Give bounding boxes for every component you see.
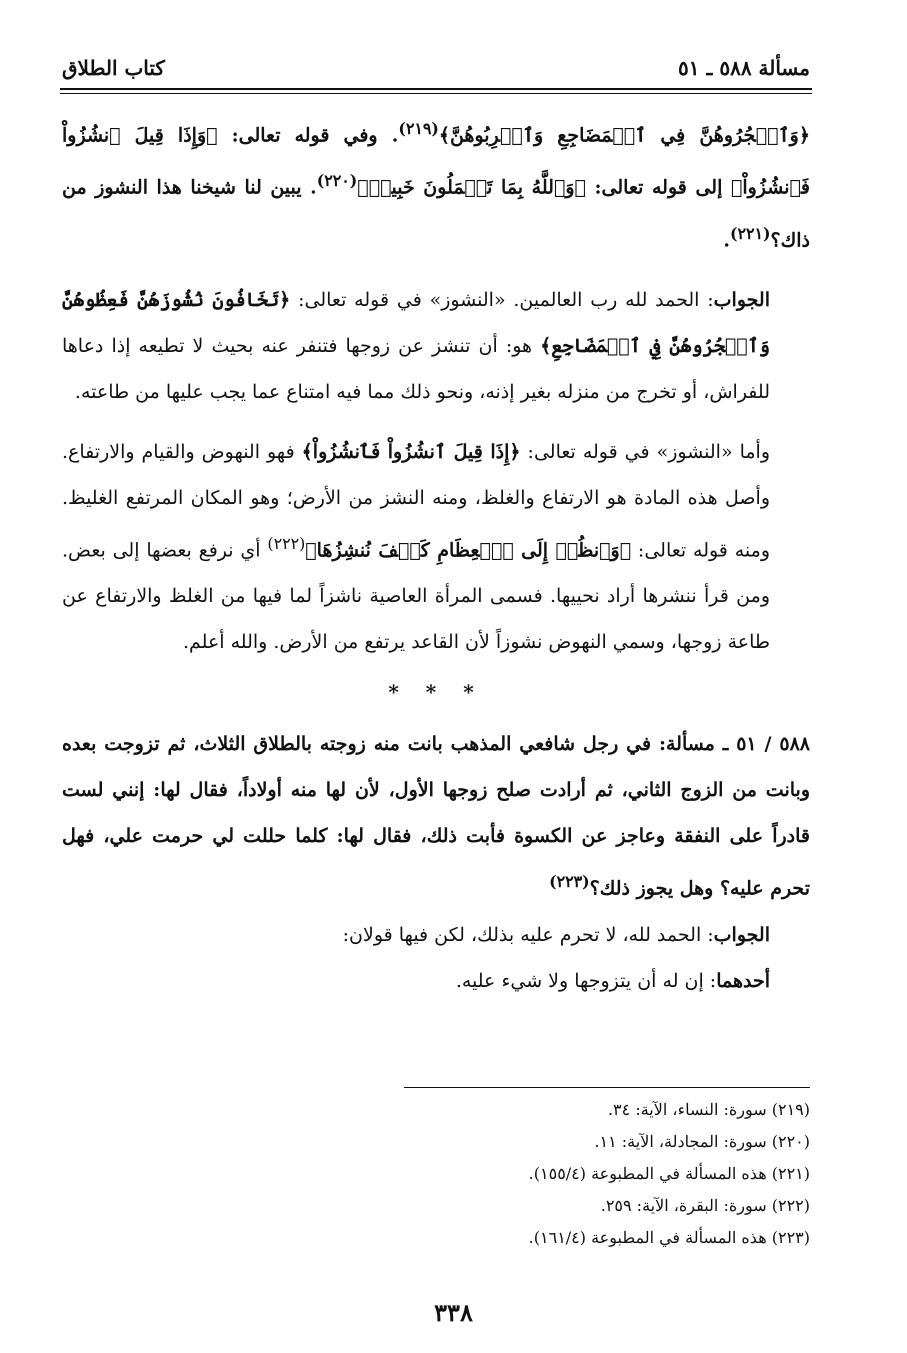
section-separator-stars: * * * bbox=[388, 680, 484, 705]
paragraph-gap bbox=[62, 415, 810, 429]
answer-lead: الجواب bbox=[713, 288, 770, 311]
paragraph-first-opinion bbox=[62, 958, 810, 1004]
opinion-lead: أحدهما bbox=[716, 969, 770, 992]
header-book-title: كتاب الطلاق bbox=[62, 56, 165, 80]
paragraph-new-question bbox=[62, 721, 810, 911]
quran-verse: ﴿إِذَا قِيلَ ٱنشُزُواْ فَٱنشُزُواْ﴾ bbox=[301, 440, 521, 463]
footnote-ref: (٢٢٠) bbox=[316, 171, 358, 191]
paragraph-question-continued bbox=[62, 106, 810, 263]
text-run: . bbox=[723, 228, 730, 251]
footnote-ref: (٢٢٢) bbox=[267, 533, 306, 553]
footnote-ref: (٢٢٣) bbox=[549, 872, 590, 892]
footnote: (٢٢٣) هذه المسألة في المطبوعة (١٦١/٤). bbox=[528, 1228, 810, 1247]
text-run: : الحمد لله رب العالمين. «النشوز» في قوله تعالى: bbox=[290, 288, 714, 311]
running-header bbox=[62, 48, 810, 88]
text-run: . وفي قوله تعالى: bbox=[217, 124, 399, 147]
page-number: ٣٣٨ bbox=[434, 1298, 473, 1327]
text-run: : الحمد لله، لا تحرم عليه بذلك، لكن فيها قولان: bbox=[342, 923, 714, 946]
header-rule-thick bbox=[60, 88, 812, 90]
quran-verse: ﴿وَٱللَّهُ بِمَا تَعۡمَلُونَ خَبِيرٞ﴾ bbox=[357, 176, 586, 199]
paragraph-new-answer bbox=[62, 912, 810, 958]
footnote: (٢٢٢) سورة: البقرة، الآية: ٢٥٩. bbox=[600, 1196, 810, 1215]
text-run: . يبين لنا شيخنا هذا النشوز من ذاك؟ bbox=[62, 176, 810, 251]
paragraph-explanation bbox=[62, 429, 810, 665]
text-run: : إن له أن يتزوجها ولا شيء عليه. bbox=[455, 969, 717, 992]
footnote-ref: (٢٢١) bbox=[730, 223, 771, 243]
footnote-ref: (٢١٩) bbox=[398, 119, 439, 138]
footnote: (٢٢١) هذه المسألة في المطبوعة (١٥٥/٤). bbox=[528, 1164, 810, 1183]
quran-verse: ﴿وَإِذَا قِيلَ ٱنشُزُواْ فَٱنشُزُواْ﴾ bbox=[62, 124, 810, 199]
text-run: أي نرفع بعضها إلى بعض. ومن قرأ ننشرها أراد نحييها. فسمى المرأة العاصية ناشزاً لما فيها من الغلظ والارتفاع عن طاعة زوجها، وسمي النهوض نشوزاً لأن القاعد يرتفع من الأرض. والله أعلم. bbox=[62, 539, 770, 654]
quran-verse: ﴿تَخَافُونَ نُشُوزَهُنَّ فَعِظُوهُنَّ وَٱهۡجُرُوهُنَّ فِي ٱلۡمَضَاجِعِ﴾ bbox=[62, 288, 770, 357]
footnote: (٢١٩) سورة: النساء، الآية: ٣٤. bbox=[607, 1100, 810, 1119]
text-run: إلى قوله تعالى: bbox=[585, 176, 731, 199]
footnotes bbox=[62, 1094, 810, 1254]
quran-verse: ﴿وَٱهۡجُرُوهُنَّ فِي ٱلۡمَضَاجِعِ وَٱضۡرِبُوهُنَّ﴾ bbox=[438, 124, 810, 147]
paragraph-answer bbox=[62, 277, 810, 415]
main-text bbox=[62, 106, 810, 1004]
text-run: وأما «النشوز» في قوله تعالى: bbox=[520, 440, 770, 463]
paragraph-gap bbox=[62, 263, 810, 277]
header-rule-thin bbox=[60, 93, 812, 94]
text-run: فهو النهوض والقيام والارتفاع. وأصل هذه المادة هو الارتفاع والغلظ، ومنه النشز من الأرض؛ وهو المكان المرتفع الغليظ. ومنه قوله تعالى: bbox=[62, 440, 770, 562]
answer-lead: الجواب bbox=[713, 923, 770, 946]
header-section: مسألة ٥٨٨ ـ ٥١ bbox=[678, 56, 810, 80]
text-run: هو: أن تنشز عن زوجها فتنفر عنه بحيث لا تطيعه إذا دعاها للفراش، أو تخرج من منزله بغير إذنه، ونحو ذلك مما فيه امتناع عما يجب عليها من طاعته. bbox=[62, 334, 770, 403]
footnote: (٢٢٠) سورة: المجادلة، الآية: ١١. bbox=[594, 1132, 810, 1151]
footnote-separator bbox=[404, 1087, 810, 1088]
question-text: ٥٨٨ / ٥١ ـ مسألة: في رجل شافعي المذهب بانت منه زوجته بالطلاق الثلاث، ثم تزوجت بعده وبانت من الزوج الثاني، ثم أرادت صلح زوجها الأول، لأن لها منه أولاداً، فقال لها: إنني لست قادراً على النفقة وعاجز عن الكسوة فأبت ذلك، فقال لها: كلما حللت لي حرمت علي، فهل تحرم عليه؟ وهل يجوز ذلك؟ bbox=[62, 733, 810, 900]
quran-verse: ﴿وَٱنظُرۡ إِلَى ٱلۡعِظَامِ كَيۡفَ نُنشِزُهَا﴾ bbox=[305, 539, 632, 562]
